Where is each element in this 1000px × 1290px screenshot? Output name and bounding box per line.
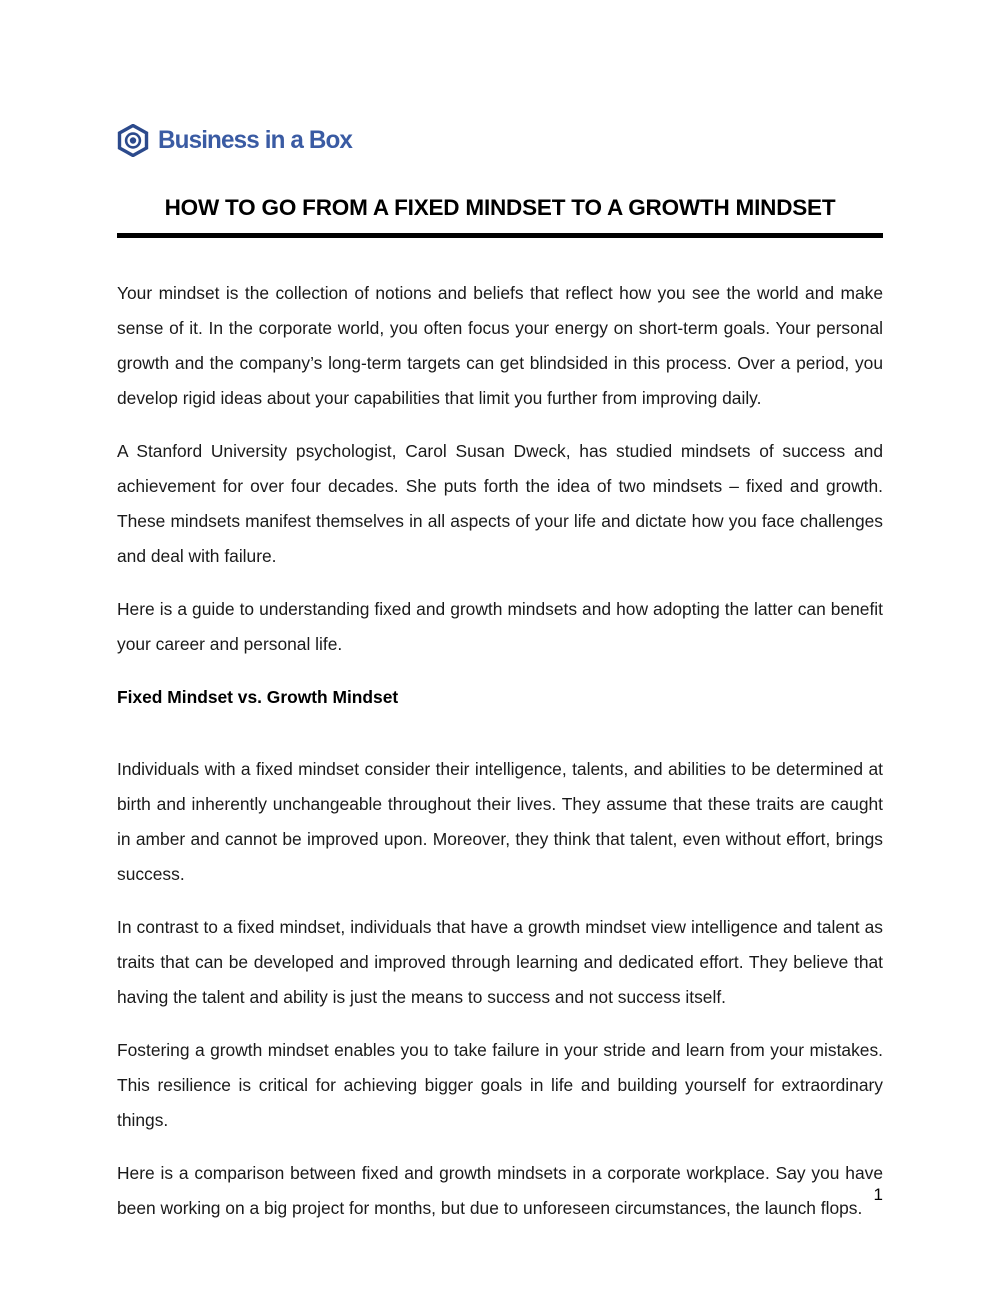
paragraph: Your mindset is the collection of notions and beliefs that reflect how you see the world and make sense of it. In the corporate world, you often focus your energy on short-term goals. Your personal growth and the company’s long-term targets can get blindsided in this process. Over a period, you develop rigid ideas about your capabilities that limit you further from improving daily. — [117, 283, 883, 408]
paragraph: Here is a comparison between fixed and growth mindsets in a corporate workplace. Say you have been working on a big project for months, but due to unforeseen circumstances, the launch flops. — [117, 1163, 883, 1218]
hexagon-logo-icon — [117, 124, 149, 157]
title-divider — [117, 233, 883, 238]
document-body — [117, 276, 883, 1226]
spacer — [117, 715, 883, 752]
paragraph: Fostering a growth mindset enables you to take failure in your stride and learn from your mistakes. This resilience is critical for achieving bigger goals in life and building yourself for extraordinary things. — [117, 1040, 883, 1130]
brand-logo — [117, 124, 358, 157]
paragraph: In contrast to a fixed mindset, individuals that have a growth mindset view intelligence and talent as traits that can be developed and improved through learning and dedicated effort. They believe that having the talent and ability is just the means to success and not success itself. — [117, 917, 883, 1007]
paragraph: Individuals with a fixed mindset consider their intelligence, talents, and abilities to be determined at birth and inherently unchangeable throughout their lives. They assume that these traits are caught in amber and cannot be improved upon. Moreover, they think that talent, even without effort, brings success. — [117, 759, 883, 884]
section-subheading: Fixed Mindset vs. Growth Mindset — [117, 687, 399, 707]
paragraph: Here is a guide to understanding fixed and growth mindsets and how adopting the latter can benefit your career and personal life. — [117, 599, 883, 654]
page-number: 1 — [873, 1185, 883, 1204]
paragraph: A Stanford University psychologist, Carol Susan Dweck, has studied mindsets of success and achievement for over four decades. She puts forth the idea of two mindsets – fixed and growth. These mindsets manifest themselves in all aspects of your life and dictate how you face challenges and deal with failure. — [117, 441, 883, 566]
brand-wordmark: Business in a Box — [158, 126, 353, 154]
page-title: HOW TO GO FROM A FIXED MINDSET TO A GROWTH MINDSET — [164, 195, 836, 220]
